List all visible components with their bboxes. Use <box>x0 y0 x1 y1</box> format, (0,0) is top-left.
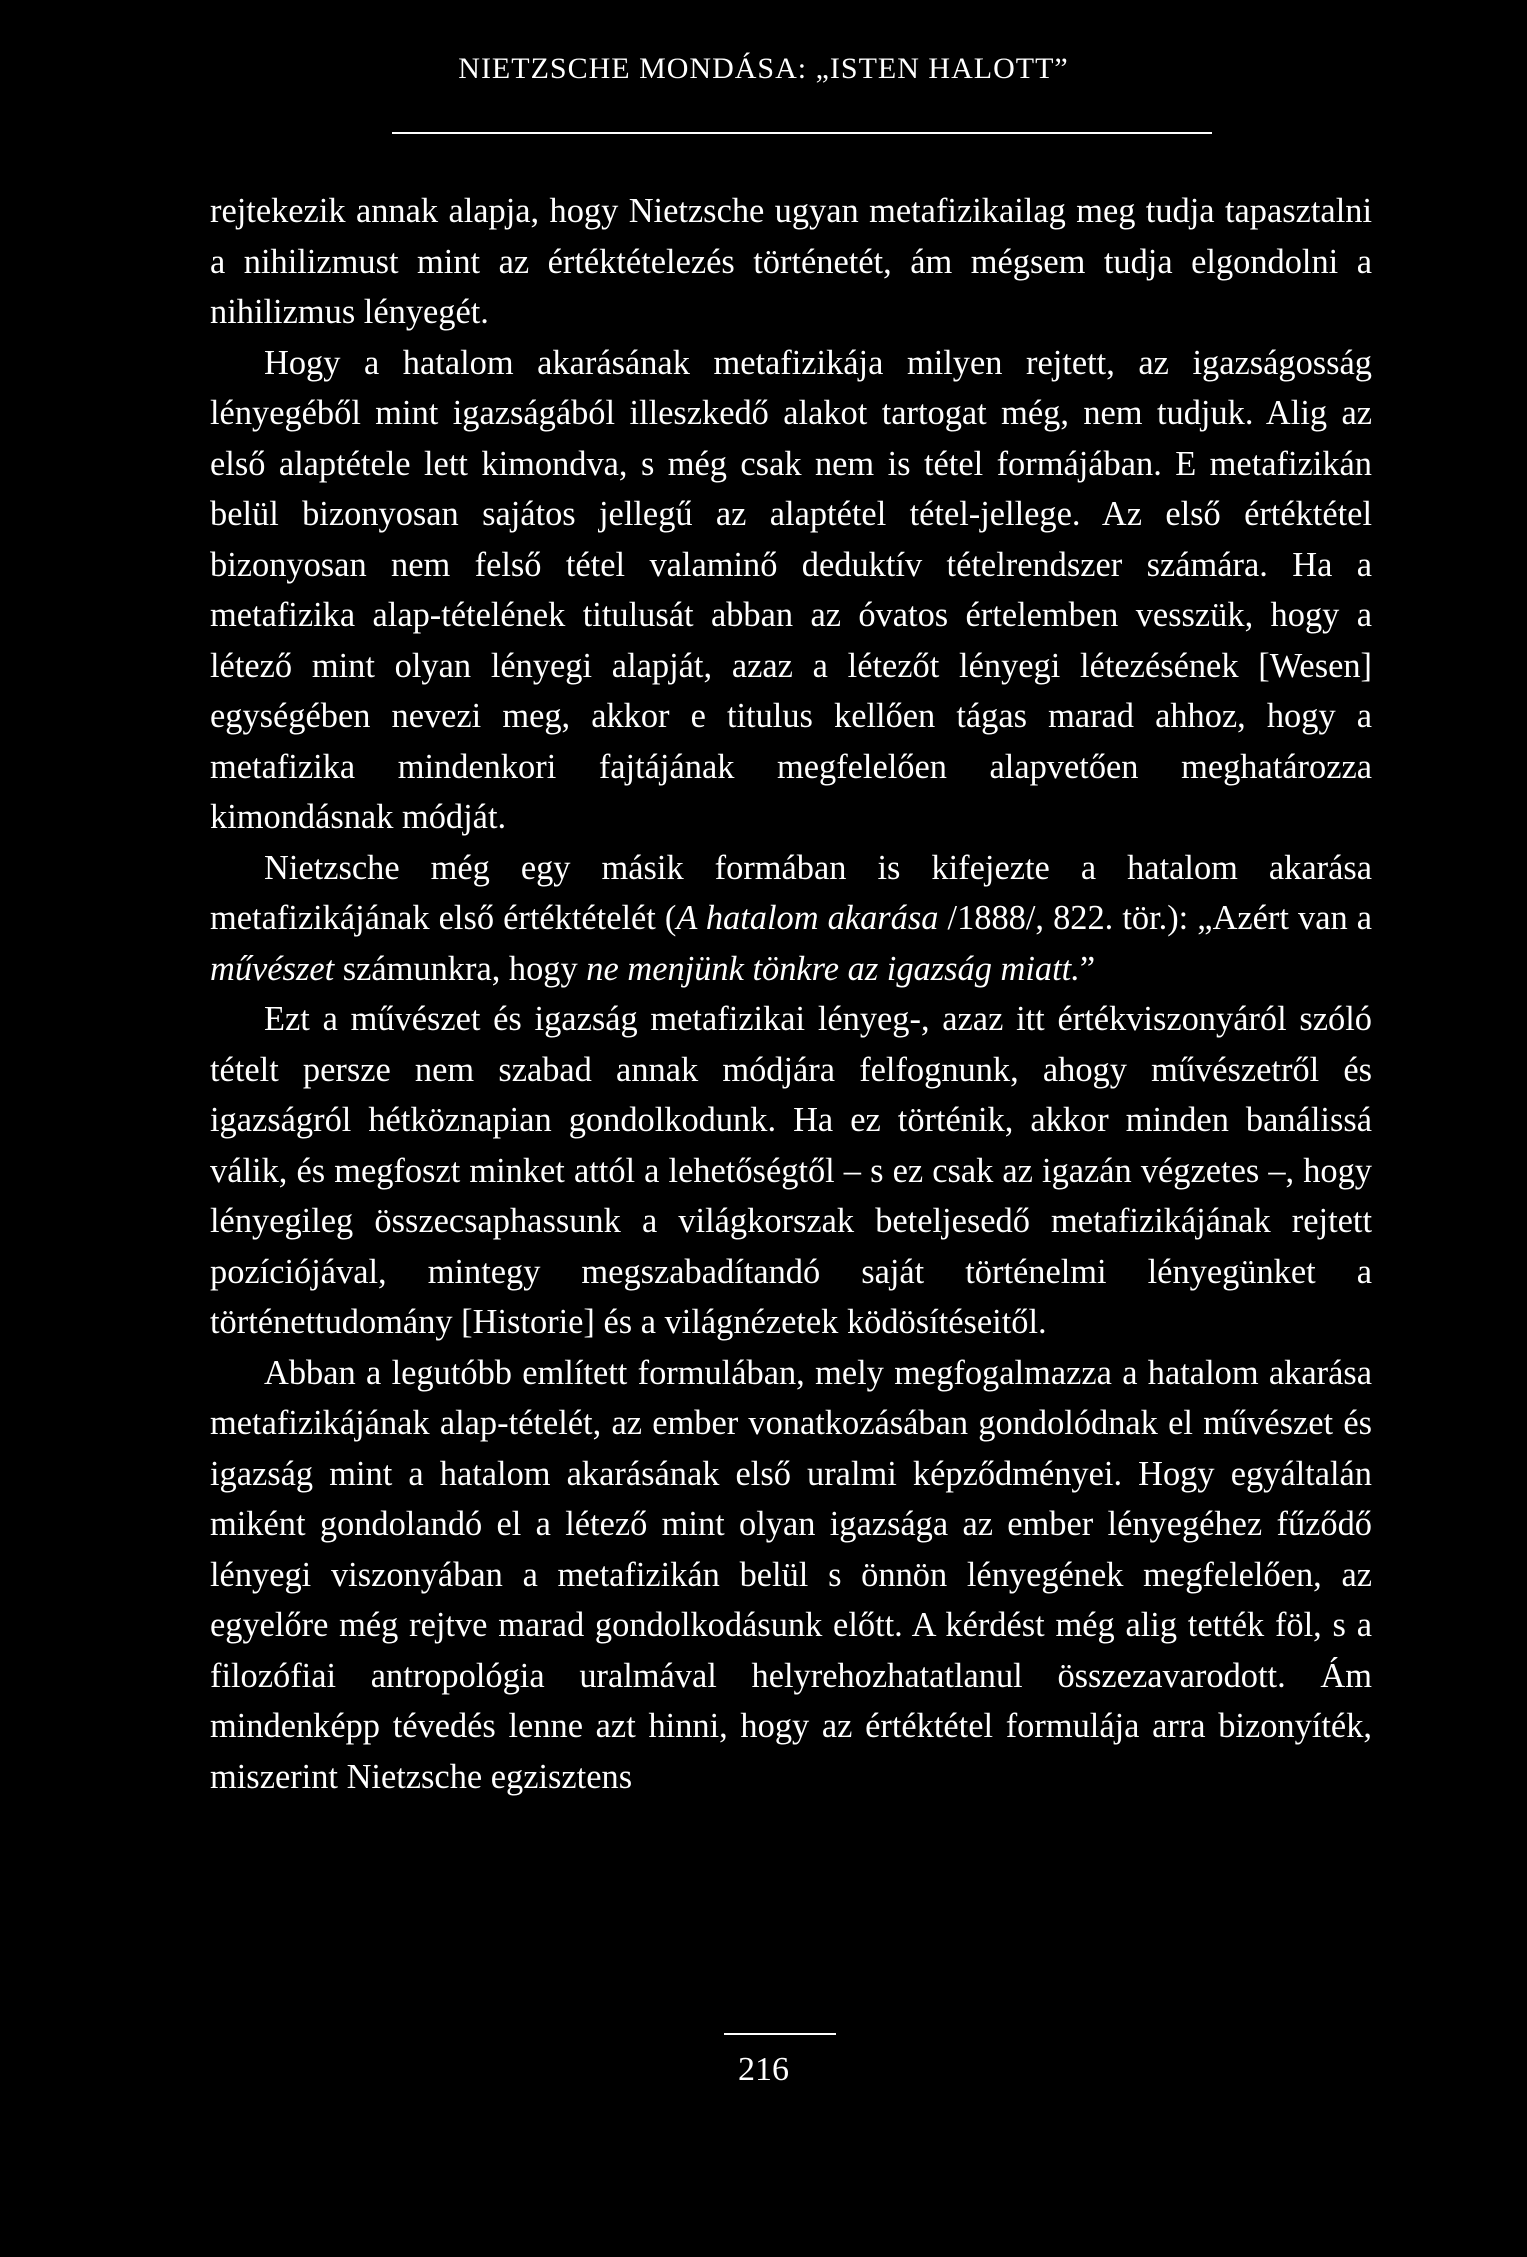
paragraph-5: Abban a legutóbb említett formulában, mely megfogalmazza a hatalom akarása metafizikájának alap-tételét, az ember vonatkozásában gondolódnak el művészet és igazság mint a hatalom akarásának első uralmi képződményei. Hogy egyáltalán miként gondolandó el a létező mint olyan igazsága az ember lényegéhez fűződő lényegi viszonyában a metafizikán belül s önnön lényegének megfelelően, az egyelőre még rejtve marad gondolkodásunk előtt. A kérdést még alig tették föl, s a filozófiai antropológia uralmával helyrehozhatatlanul összezavarodott. Ám mindenképp tévedés lenne azt hinni, hogy az értéktétel formulája arra bizonyíték, miszerint Nietzsche egzisztens <box>210 1353 1372 1796</box>
paragraph-3-text-b: /1888/, 822. tör.): „Azért van a <box>938 899 1372 937</box>
paragraph-3-text-a: Nietzsche még egy másik formában is kifejezte a hatalom akarása metafizikájának első értéktételét ( <box>210 848 1372 937</box>
footer-rule <box>724 2033 836 2035</box>
running-header: NIETZSCHE MONDÁSA: „ISTEN HALOTT” <box>458 52 1069 85</box>
paragraph-1: rejtekezik annak alapja, hogy Nietzsche ugyan metafizikailag meg tudja tapasztalni a nihilizmust mint az értéktételezés történetét, ám mégsem tudja elgondolni a nihilizmus lényegét. <box>210 192 1372 331</box>
paragraph-3-text-c: számunkra, hogy <box>334 949 587 988</box>
paragraph-3 <box>210 843 1372 995</box>
book-title: A hatalom akarása <box>676 899 939 937</box>
page-number: 216 <box>738 2051 789 2088</box>
header-rule <box>392 132 1212 134</box>
italic-art: művészet <box>210 949 335 988</box>
italic-truth-phrase: ne menjünk tönkre az igazság miatt. <box>586 949 1080 988</box>
paragraph-3-text-d: ” <box>1079 949 1096 988</box>
page-body <box>210 186 1372 1802</box>
paragraph-2: Hogy a hatalom akarásának metafizikája milyen rejtett, az igazságosság lényegéből mint igazságából illeszkedő alakot tartogat még, nem tudjuk. Alig az első alaptétele lett kimondva, s még csak nem is tétel formájában. E metafizikán belül bizonyosan sajátos jellegű az alaptétel tétel-jellege. Az első értéktétel bizonyosan nem felső tétel valaminő deduktív tételrendszer számára. Ha a metafizika alap-tételének titulusát abban az óvatos értelemben vesszük, hogy a létező mint olyan lényegi alapját, azaz a létezőt lényegi létezésének [Wesen] egységében nevezi meg, akkor e titulus kellően tágas marad ahhoz, hogy a metafizika mindenkori fajtájának megfelelően alapvetően meghatározza kimondásnak módját. <box>210 343 1372 836</box>
paragraph-4: Ezt a művészet és igazság metafizikai lényeg-, azaz itt értékviszonyáról szóló tételt persze nem szabad annak módjára felfognunk, ahogy művészetről és igazságról hétköznapian gondolkodunk. Ha ez történik, akkor minden banálissá válik, és megfoszt minket attól a lehetőségtől – s ez csak az igazán végzetes –, hogy lényegileg összecsaphassunk a világkorszak beteljesedő metafizikájának rejtett pozíciójával, mintegy megszabadítandó saját történelmi lényegünket a történettudomány [Historie] és a világnézetek ködösítéseitől. <box>210 1000 1372 1341</box>
